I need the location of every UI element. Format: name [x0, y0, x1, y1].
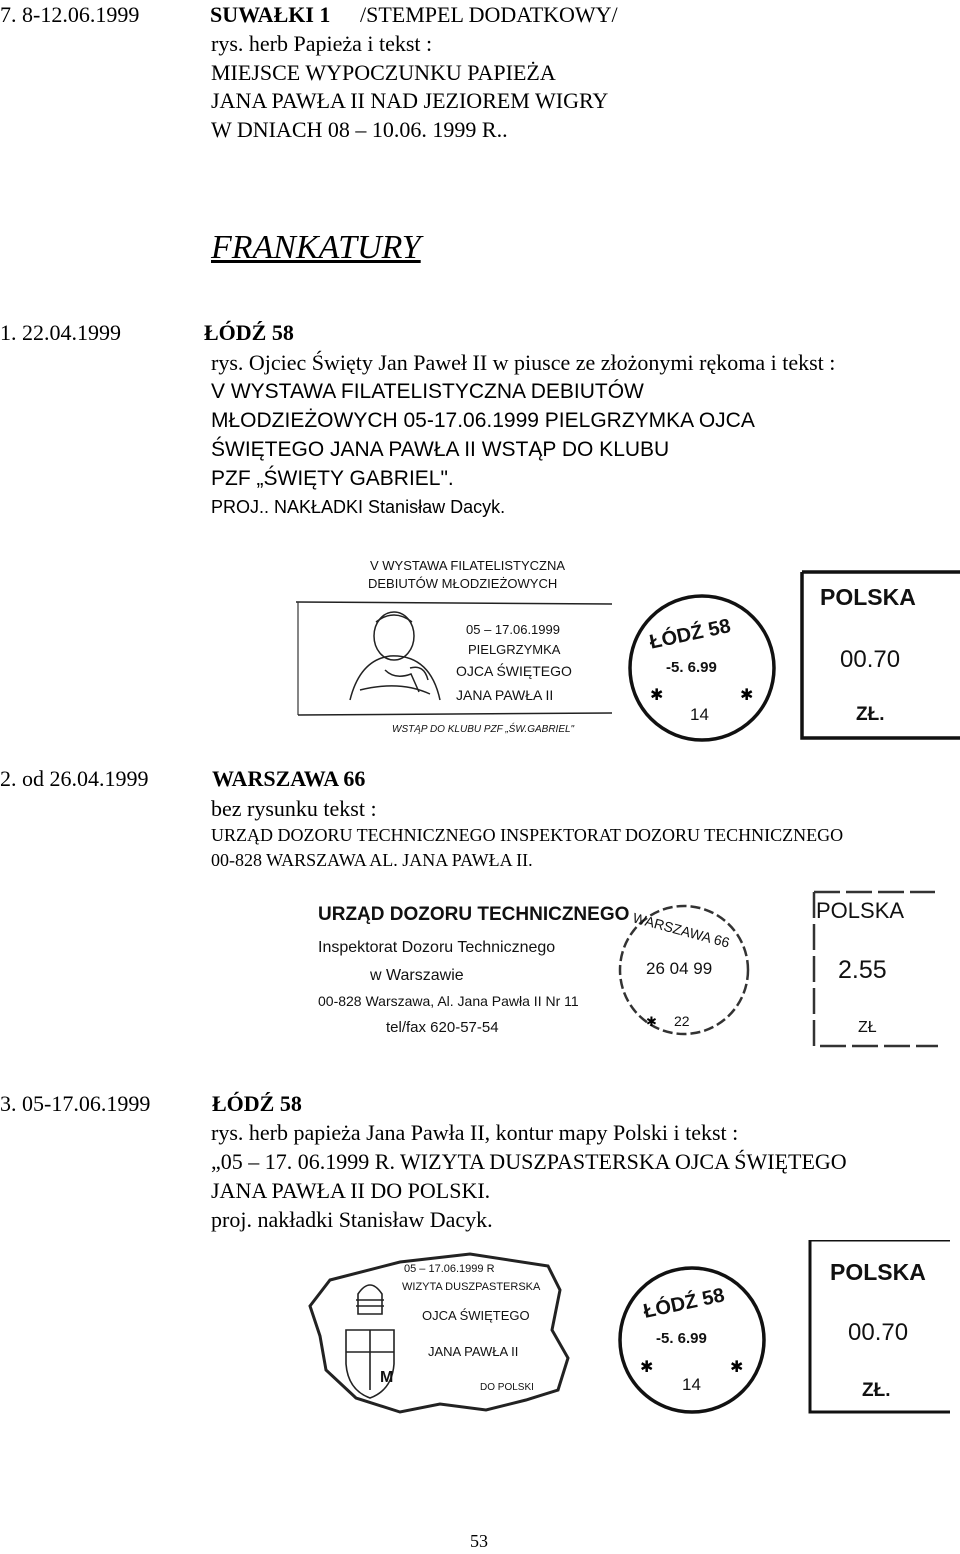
- star-icon: ✱: [640, 1359, 654, 1376]
- postmark-number: 14: [682, 1375, 701, 1394]
- entry-1-line: rys. Ojciec Święty Jan Paweł II w piusce ze złożonymi rękoma i tekst :: [211, 350, 836, 375]
- entry-7-note: /STEMPEL DODATKOWY/: [360, 2, 618, 27]
- entry-7-line: JANA PAWŁA II NAD JEZIOREM WIGRY: [211, 88, 609, 113]
- entry-1-line: PZF „ŚWIĘTY GABRIEL".: [211, 467, 454, 490]
- meter-unit: ZŁ.: [856, 704, 885, 725]
- entry-1-line: V WYSTAWA FILATELISTYCZNA DEBIUTÓW: [211, 380, 644, 403]
- meter-country: POLSKA: [816, 898, 905, 923]
- entry-3-line: „05 – 17. 06.1999 R. WIZYTA DUSZPASTERSKA OJCA ŚWIĘTEGO: [211, 1149, 847, 1174]
- entry-2-number: 2. od 26.04.1999: [0, 766, 149, 791]
- image-text: PIELGRZYMKA: [468, 642, 561, 657]
- image-text: OJCA ŚWIĘTEGO: [422, 1308, 530, 1323]
- postmark-number: 22: [674, 1013, 690, 1029]
- image-text: Inspektorat Dozoru Technicznego: [318, 939, 556, 956]
- entry-2-detail: URZĄD DOZORU TECHNICZNEGO INSPEKTORAT DOZORU TECHNICZNEGO: [211, 825, 844, 845]
- entry-7-line: W DNIACH 08 – 10.06. 1999 R..: [211, 117, 508, 142]
- image-text: WIZYTA DUSZPASTERSKA: [402, 1281, 541, 1293]
- meter-unit: ZŁ: [858, 1019, 877, 1036]
- postmark-date: -5. 6.99: [666, 659, 717, 676]
- entry-2-line: bez rysunku tekst :: [211, 796, 377, 821]
- entry-7-line: MIEJSCE WYPOCZUNKU PAPIEŻA: [211, 60, 556, 85]
- image-text: tel/fax 620-57-54: [386, 1019, 499, 1036]
- star-icon: ✱: [646, 1014, 657, 1029]
- meter-value: 2.55: [838, 956, 887, 984]
- entry-7-number: 7. 8-12.06.1999: [0, 2, 140, 27]
- image-text: w Warszawie: [370, 967, 464, 984]
- image-text: 00-828 Warszawa, Al. Jana Pawła II Nr 11: [318, 993, 579, 1009]
- entry-1-place: ŁÓDŹ 58: [204, 320, 294, 345]
- entry-3-line: JANA PAWŁA II DO POLSKI.: [211, 1178, 491, 1203]
- entry-1-line: ŚWIĘTEGO JANA PAWŁA II WSTĄP DO KLUBU: [211, 438, 670, 461]
- meter-value: 00.70: [848, 1319, 909, 1346]
- entry-7-place: SUWAŁKI 1: [210, 2, 331, 27]
- meter-unit: ZŁ.: [862, 1380, 891, 1401]
- image-text: DEBIUTÓW MŁODZIEŻOWYCH: [368, 576, 558, 591]
- section-heading: FRANKATURY: [211, 229, 421, 266]
- entry-2-cancellation-image: [310, 880, 950, 1050]
- entry-2-place: WARSZAWA 66: [212, 766, 366, 791]
- entry-3-line: rys. herb papieża Jana Pawła II, kontur mapy Polski i tekst :: [211, 1120, 739, 1145]
- star-icon: ✱: [650, 687, 664, 704]
- image-text: V WYSTAWA FILATELISTYCZNA: [370, 558, 566, 573]
- entry-1-line: MŁODZIEŻOWYCH 05-17.06.1999 PIELGRZYMKA OJCA: [211, 409, 755, 432]
- image-text: 05 – 17.06.1999: [466, 622, 560, 637]
- postmark-date: -5. 6.99: [656, 1330, 707, 1347]
- entry-3-place: ŁÓDŹ 58: [212, 1091, 302, 1116]
- pope-portrait-icon: [350, 612, 440, 700]
- page-number: 53: [470, 1531, 488, 1551]
- meter-country: POLSKA: [820, 584, 916, 610]
- entry-7-line: rys. herb Papieża i tekst :: [211, 31, 433, 56]
- m-letter: M: [380, 1369, 394, 1386]
- star-icon: ✱: [730, 1359, 744, 1376]
- postmark-number: 14: [690, 705, 709, 724]
- image-text: 05 – 17.06.1999 R: [404, 1263, 495, 1275]
- entry-1-cancellation-image: [290, 550, 960, 745]
- entry-1-proj: PROJ.. NAKŁADKI Stanisław Dacyk.: [211, 497, 506, 517]
- postmark-text: ŁÓDŹ 58: [641, 1284, 727, 1323]
- entry-1-number: 1. 22.04.1999: [0, 320, 121, 345]
- image-text: WSTĄP DO KLUBU PZF „ŚW.GABRIEL": [392, 724, 575, 735]
- star-icon: ✱: [740, 687, 754, 704]
- postmark-text: ŁÓDŹ 58: [647, 615, 733, 654]
- image-text: JANA PAWŁA II: [456, 687, 554, 703]
- image-text: DO POLSKI: [480, 1382, 534, 1393]
- image-text: JANA PAWŁA II: [428, 1344, 519, 1359]
- postmark-date: 26 04 99: [646, 959, 713, 978]
- image-text: OJCA ŚWIĘTEGO: [456, 663, 572, 679]
- entry-3-cancellation-image: [290, 1240, 960, 1420]
- meter-country: POLSKA: [830, 1259, 926, 1285]
- postmark-text: WARSZAWA 66: [631, 909, 732, 951]
- image-text: URZĄD DOZORU TECHNICZNEGO: [318, 904, 630, 925]
- entry-2-detail: 00-828 WARSZAWA AL. JANA PAWŁA II.: [211, 850, 533, 870]
- entry-3-line: proj. nakładki Stanisław Dacyk.: [211, 1207, 493, 1232]
- entry-3-number: 3. 05-17.06.1999: [0, 1091, 151, 1116]
- meter-value: 00.70: [840, 646, 901, 673]
